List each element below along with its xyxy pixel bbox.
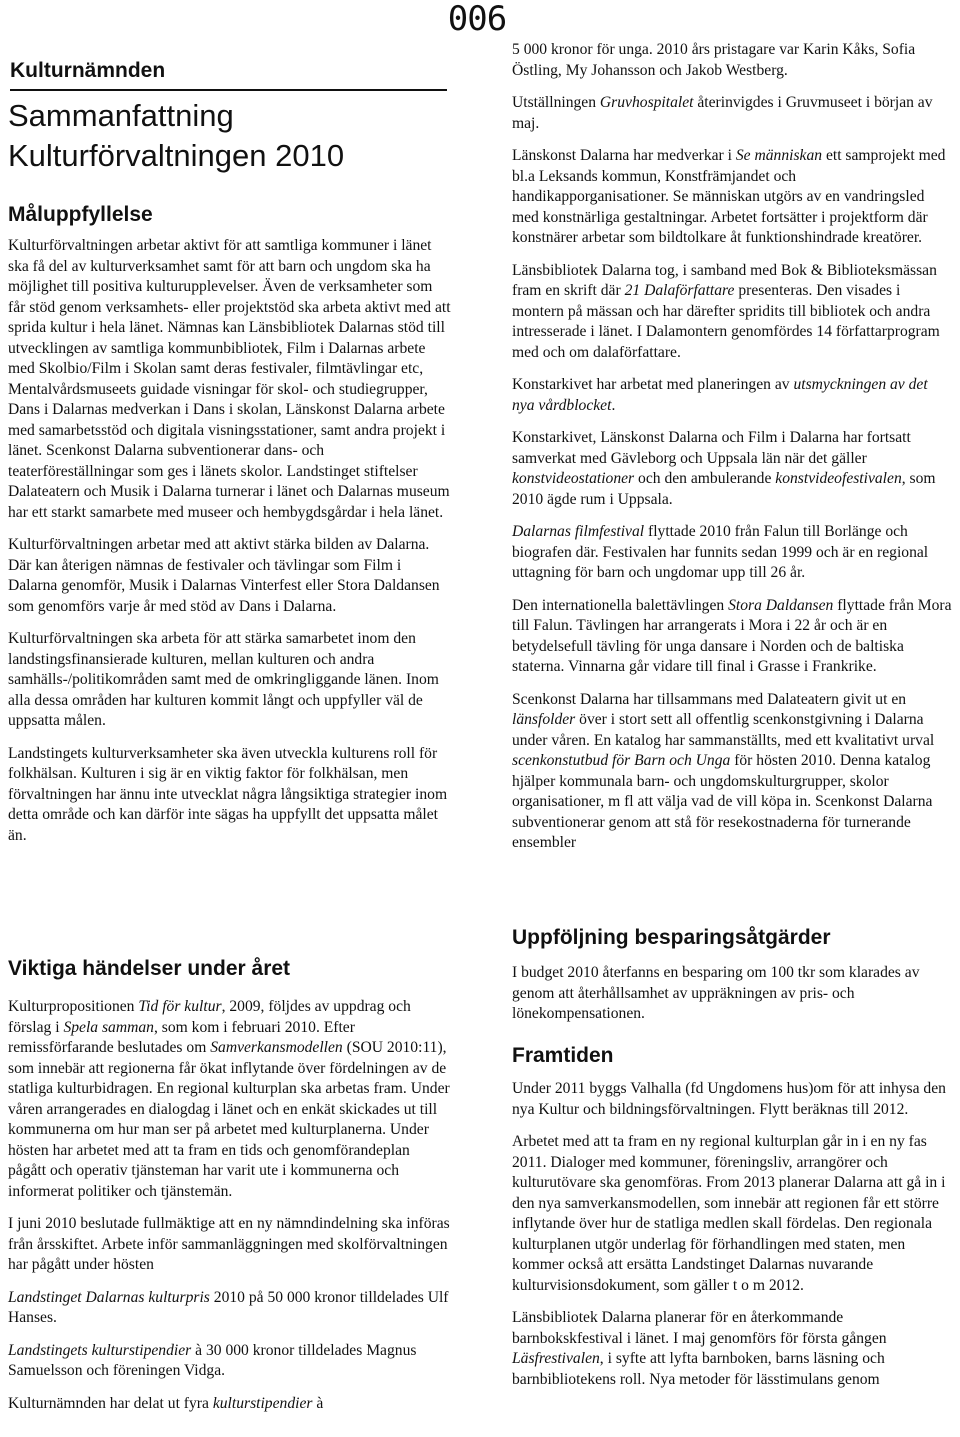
paragraph: I budget 2010 återfanns en besparing om 100 tkr som klarades av genom att återhållsamhet av uppräkningen av pris- och lönekompensationen.	[512, 964, 920, 1022]
paragraph	[512, 261, 952, 364]
paragraph: Landstingets kulturverksamheter ska även utveckla kulturens roll för folkhälsan. Kulturen i sig är en viktig faktor för folkhälsan, men förvaltningen har ännu inte utvecklat några långsiktiga strategier inom detta område och kan därför inte sägas ha uppfyllt det uppsatta målet än.	[8, 744, 448, 844]
paragraph	[512, 522, 952, 584]
text-run: , i syfte att lyfta barnboken, barns läsning och barnbibliotekens roll. Nya metoder för lässtimulans genom	[512, 1350, 885, 1388]
text-run: Kulturpropositionen	[8, 998, 139, 1015]
text-run: Länsbibliotek Dalarna planerar för en återkommande barnbokskfestival i länet. I maj genomförs för första gången	[512, 1309, 887, 1347]
text-run: återinvigdes i Gruvmuseet i början av maj.	[512, 94, 933, 132]
text-run: flyttade från Mora till Falun. Tävlingen har arrangerats i Mora i 22 år och är en betydelsefull tävling för unga dansare i Norden och de baltiska staterna. Vinnarna går vidare till final i Grasse i Frankrike.	[512, 596, 952, 675]
italic-title: scenkonstutbud för Barn och Unga	[512, 752, 731, 769]
paragraph: I juni 2010 beslutade fullmäktige att en ny nämndindelning ska införas från årsskiftet. Arbete inför sammanläggningen med skolförvaltningen har pågått under hösten	[8, 1215, 450, 1273]
paragraph	[512, 146, 952, 249]
department-title: Kulturnämnden	[10, 59, 166, 82]
paragraph	[8, 1288, 451, 1329]
paragraph	[512, 690, 952, 854]
italic-title: Samverkansmodellen	[210, 1039, 343, 1056]
paragraph: 5 000 kronor för unga. 2010 års pristagare var Karin Kåks, Sofia Östling, My Johansson och Jakob Westberg.	[512, 41, 916, 79]
text-run: , som kom i februari 2010. Efter remissförfarande beslutades om	[8, 1018, 355, 1056]
text-run: Konstarkivet har arbetat med planeringen av	[512, 376, 794, 393]
text-run: Utställningen	[512, 94, 600, 111]
paragraph	[8, 1341, 451, 1382]
text-run: Den internationella balettävlingen	[512, 596, 729, 614]
text-run: ett samprojekt med bl.a Leksands kommun, Konstfrämjandet och handikapporganisationer. Se människan utgörs av en vandringsled med konstnärliga gestaltningar. Arbetet fortsätter i projektform där konstnärer arbetar som bildtolkare åt funktionshindrade kreatörer.	[512, 147, 946, 246]
italic-title: länsfolder	[512, 711, 576, 728]
italic-title: Läsfrestivalen	[512, 1350, 600, 1367]
paragraph: Kulturförvaltningen arbetar med att aktivt stärka bilden av Dalarna. Där kan återigen nämnas de festivaler och tävlingar som Film i Dalarna genomför, Musik i Dalarnas Vinterfest eller Stora Daldansen som genomförs varje år med stöd av Dans i Dalarna.	[8, 536, 440, 615]
page-title-line2: Kulturförvaltningen 2010	[8, 138, 345, 173]
page-number: 006	[447, 0, 507, 39]
italic-title: Landstinget Dalarnas kulturpris	[8, 1288, 210, 1306]
text-run: presenteras. Den visades i montern på mässan och har därefter spridits till bibliotek och andra intresserade i länet. I Dalamontern genomfördes 14 författarprogram med och om dalaförfattare.	[512, 282, 940, 361]
text-run: flyttade 2010 från Falun till Borlänge och biografen där. Festivalen har funnits sedan 1999 och är en regional uttagning för barn och ungdomar upp till 26 år.	[512, 523, 929, 581]
heading-viktiga-handelser: Viktiga händelser under året	[8, 957, 291, 980]
text-run: 2010 på 50 000 kronor tilldelades Ulf Hanses.	[8, 1288, 449, 1326]
italic-title: Tid för kultur	[138, 998, 222, 1015]
header-rule	[10, 89, 447, 91]
italic-title: 21 Dalaförfattare	[624, 282, 735, 299]
text-run: , 2009, följdes av uppdrag och förslag i	[8, 998, 411, 1036]
italic-title: Stora Daldansen	[728, 596, 834, 614]
paragraph	[512, 93, 952, 134]
text-run: Konstarkivet, Länskonst Dalarna och Film i Dalarna har fortsatt samverkat med Gävleborg och Uppsala län när det gäller	[512, 429, 911, 467]
italic-title: utsmyckningen av det nya vårdblocket	[512, 376, 928, 414]
text-run: Länskonst Dalarna har medverkar i	[512, 147, 736, 164]
text-run: Scenkonst Dalarna har tillsammans med Dalateatern givit ut en	[512, 690, 907, 708]
heading-uppfoljning: Uppföljning besparingsåtgärder	[512, 926, 831, 949]
text-run: för hösten 2010. Denna katalog hjälper kommunala barn- och ungdomskulturgrupper, skolor organisationer, m fl att välja vad de vill köpa in. Scenkonst Dalarna subventionerar genom att stå för resekostnaderna för turnerande ensembler	[512, 752, 933, 851]
paragraph	[512, 596, 952, 678]
framtiden-body	[512, 1079, 952, 1402]
paragraph: Kulturförvaltningen arbetar aktivt för att samtliga kommuner i länet ska få del av kulturverksamhet samt för att barn och ungdom ska ha möjlighet till positiva kulturupplevelser. Även de verksamheter som får stöd genom verksamhets- eller projektstöd ska arbeta aktivt med att sprida kultur i hela länet. Nämnas kan Länsbibliotek Dalarnas stöd till utvecklingen av samtliga kommunbibliotek, Film i Dalarnas arbete med Skolbio/Film i Skolan samt deras festivaler, filmtävlingar etc, Mentalvårdsmuseets guidade visningar för skol- och studiegrupper, Dans i Dalarnas medverkan i Dans i skolan, Länskonst Dalarna arbete med samarbetsstöd och digitala visningsstationer, samt andra projekt i länet. Scenkonst Dalarna subventionerar dans- och teaterföreställningar som ges i länets skolor. Landstinget stiftelser Dalateatern och Musik i Dalarna turnerar i länet och Dalarnas museum har ett starkt samarbete med museer och hembygdsgårdar i hela länet.	[8, 237, 451, 521]
right-column-body	[512, 40, 952, 866]
italic-title: Spela samman	[63, 1018, 154, 1036]
text-run: à	[312, 1394, 324, 1412]
italic-title: kulturstipendier	[212, 1394, 313, 1412]
paragraph	[512, 375, 952, 416]
text-run: .	[611, 396, 616, 414]
heading-framtiden: Framtiden	[512, 1044, 614, 1067]
paragraph: Under 2011 byggs Valhalla (fd Ungdomens hus)om för att inhysa den nya Kultur och bildningsförvaltningen. Flytt beräknas till 2012.	[512, 1080, 946, 1118]
text-run: Länsbibliotek Dalarna tog, i samband med Bok & Biblioteksmässan fram en skrift där	[512, 261, 937, 299]
text-run: och den ambulerande	[634, 470, 776, 487]
uppfoljning-body	[512, 963, 952, 1037]
page-title	[8, 96, 344, 176]
heading-maluppfyllelse: Måluppfyllelse	[8, 203, 153, 226]
viktiga-body	[8, 997, 451, 1426]
italic-title: konstvideofestivalen	[775, 470, 902, 487]
text-run: (SOU 2010:11), som innebär att regionerna får ökat inflytande över fördelningen av de statliga kulturbidragen. En regional kulturplan ska arbetas fram. Under våren arrangerades en dialogdag i länet och en enkät skickades ut till kommunerna om hur man ser på arbetet med kulturplanerna. Under hösten har arbetet med att ta fram en tids och genomförandeplan pågått och operativ tjänsteman har varit ute i kommunerna och informerat politiker och tjänstemän.	[8, 1039, 450, 1200]
paragraph	[8, 997, 451, 1202]
italic-title: Gruvhospitalet	[599, 94, 694, 111]
text-run: à 30 000 kronor tilldelades Magnus Samuelsson och föreningen Vidga.	[8, 1341, 417, 1379]
italic-title: Se människan	[735, 147, 823, 164]
paragraph	[512, 1308, 952, 1390]
text-run: Kulturnämnden har delat ut fyra	[8, 1394, 213, 1412]
paragraph: Kulturförvaltningen ska arbeta för att stärka samarbetet inom den landstingsfinansierade kulturen, mellan kulturen och andra samhälls-/politikområden samt med de omkringliggande länen. Inom alla dessa områden har kulturen kommit långt och uppfyller väl de uppsatta målen.	[8, 630, 439, 729]
maluppfyllelse-body	[8, 236, 451, 858]
italic-title: konstvideostationer	[512, 470, 635, 487]
paragraph	[512, 428, 952, 510]
paragraph: Arbetet med att ta fram en ny regional kulturplan går in i en ny fas 2011. Dialoger med kommuner, föreningsliv, arrangörer och kulturutövare ska genomföras. From 2013 planerar Dalarna att gå in i den nya samverkansmodellen, som innebär att regionen får ett större inflytande över hur de statliga medlen skall fördelas. Den regionala kulturplanen utgör underlag för förhandlingen med staten, men kommer också att ersätta Landstinget Dalarnas nuvarande kulturvisionsdokument, som gäller t o m 2012.	[512, 1133, 946, 1294]
text-run: , som 2010 ägde rum i Uppsala.	[512, 470, 936, 508]
page-title-line1: Sammanfattning	[8, 98, 234, 133]
paragraph	[8, 1394, 451, 1415]
text-run: över i stort sett all offentlig scenkonstgivning i Dalarna under våren. En katalog har sammanställts, med ett kvalitativt urval	[512, 711, 935, 749]
italic-title: Landstingets kulturstipendier	[8, 1341, 192, 1359]
italic-title: Dalarnas filmfestival	[512, 523, 645, 540]
